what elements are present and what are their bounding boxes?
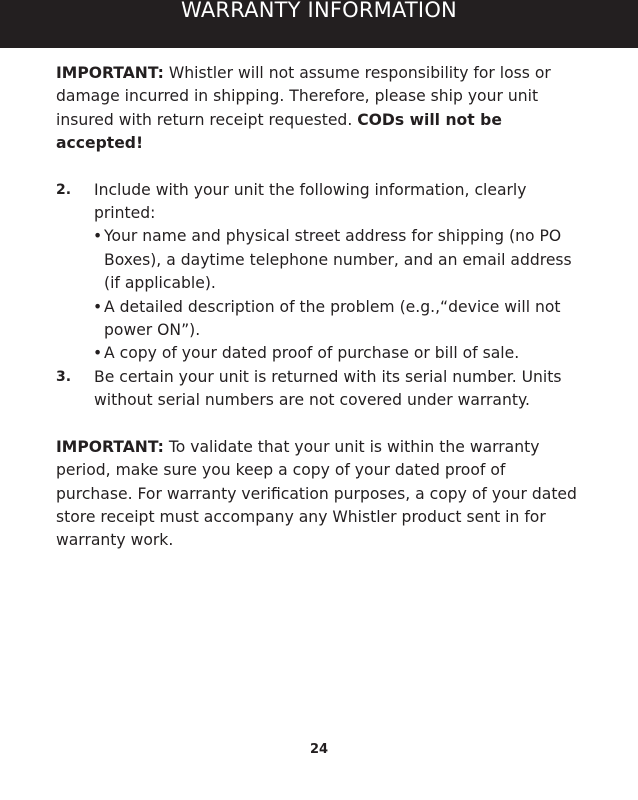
bullet-item bbox=[94, 296, 581, 343]
important-text: To validate that your unit is within the warranty period, make sure you keep a copy of your dated proof of purchase. For warranty verification purposes, a copy of your dated store receipt must accompany any Whistler product sent in for warranty work. bbox=[56, 437, 577, 550]
warranty-content bbox=[56, 62, 581, 553]
page-number: 24 bbox=[309, 742, 329, 757]
item-text: Be certain your unit is returned with its serial number. Units without serial numbers are not covered under warranty. bbox=[94, 367, 562, 410]
cod-warning: CODs will not be accepted! bbox=[56, 110, 502, 153]
page-title: WARRANTY INFORMATION bbox=[181, 0, 457, 22]
header-bar bbox=[0, 0, 638, 48]
bullet-icon: • bbox=[93, 297, 103, 316]
item-text: Include with your unit the following information, clearly printed: bbox=[94, 180, 527, 223]
bullet-text: A copy of your dated proof of purchase or bill of sale. bbox=[104, 344, 520, 363]
spacer bbox=[56, 156, 581, 179]
item-number: 2. bbox=[56, 181, 72, 198]
important-notice-warranty bbox=[56, 436, 581, 553]
important-label: IMPORTANT: bbox=[56, 437, 164, 456]
bullet-item bbox=[94, 225, 581, 295]
important-notice-shipping bbox=[56, 62, 581, 156]
bullet-icon: • bbox=[93, 227, 103, 246]
bullet-icon: • bbox=[93, 344, 103, 363]
item-number: 3. bbox=[56, 368, 72, 385]
bullet-item bbox=[94, 342, 581, 365]
bullet-text: A detailed description of the problem (e.g.,“device will not power ON”). bbox=[104, 297, 561, 340]
bullet-list bbox=[94, 225, 581, 365]
important-label: IMPORTANT: bbox=[56, 64, 164, 82]
list-item-2 bbox=[56, 179, 581, 366]
important-text: Whistler will not assume responsibility for loss or damage incurred in shipping. Therefore, please ship your unit insured with return receipt requested. bbox=[56, 64, 551, 129]
list-item-3 bbox=[56, 366, 581, 413]
bullet-text: Your name and physical street address for shipping (no PO Boxes), a daytime telephone number, and an email address (if applicable). bbox=[104, 227, 572, 293]
spacer bbox=[56, 413, 581, 436]
